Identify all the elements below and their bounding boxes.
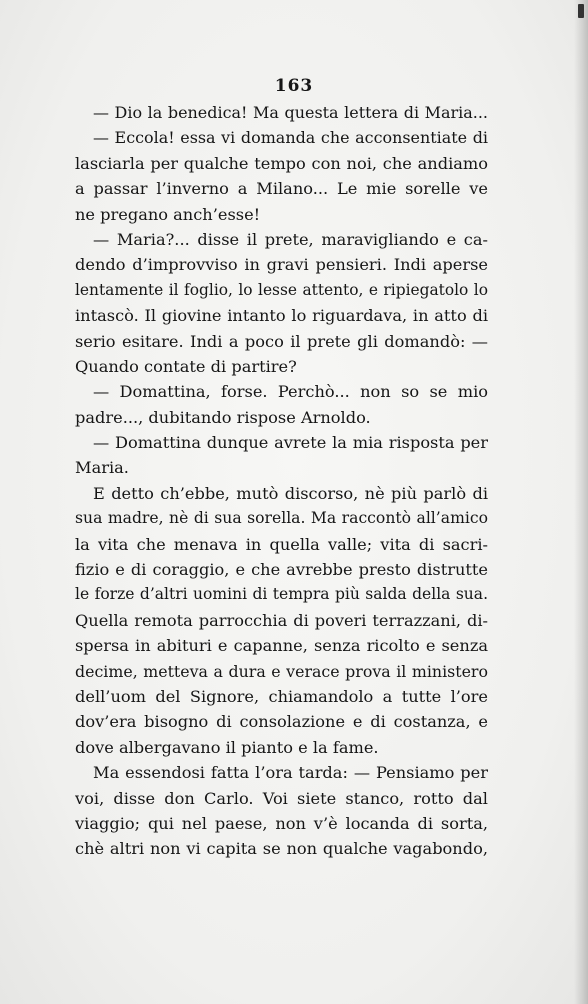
text-line: E detto ch’ebbe, mutò discorso, nè più parlò di [93, 483, 488, 503]
text-line: dendo d’improvviso in gravi pensieri. Indi aperse [75, 255, 488, 275]
corner-mark [578, 4, 584, 18]
text-line: dov’era bisogno di consolazione e di costanza, e [75, 712, 488, 732]
text-line: le forze d’altri uomini di tempra più salda della sua. [75, 585, 488, 604]
text-line: ne pregano anch’esse! [75, 204, 261, 224]
text-line: Maria. [75, 458, 129, 478]
body-text [75, 100, 488, 862]
text-line: Ma essendosi fatta l’ora tarda: — Pensiamo per [93, 763, 488, 783]
text-line: intascò. Il giovine intanto lo riguardava, in atto di [75, 306, 488, 326]
text-line: sua madre, nè di sua sorella. Ma raccontò all’amico [75, 509, 488, 528]
text-line: spersa in abituri e capanne, senza ricolto e senza [75, 636, 488, 656]
text-line: lasciarla per qualche tempo con noi, che andiamo [75, 153, 488, 173]
text-line: serio esitare. Indi a poco il prete gli domandò: — [75, 331, 488, 351]
page-number: 163 [274, 76, 314, 96]
text-line: — Dio la benedica! Ma questa lettera di Maria... [93, 103, 488, 122]
text-line: — Eccola! essa vi domanda che acconsentiate di [93, 128, 488, 148]
text-line: dell’uom del Signore, chiamandolo a tutte l’ore [75, 686, 488, 706]
text-line: la vita che menava in quella valle; vita di sacri- [75, 534, 488, 554]
text-line: dove albergavano il pianto e la fame. [75, 737, 379, 757]
text-line: Quando contate di partire? [75, 356, 297, 376]
text-line: — Domattina dunque avrete la mia risposta per [93, 433, 488, 453]
text-line: lentamente il foglio, lo lesse attento, e ripiegatolo lo [75, 280, 488, 299]
text-line: a passar l’inverno a Milano... Le mie sorelle ve [75, 179, 488, 199]
text-line: — Maria?... disse il prete, maravigliando e ca- [93, 229, 488, 249]
text-line: Quella remota parrocchia di poveri terrazzani, di- [75, 610, 488, 630]
text-line: decime, metteva a dura e verace prova il ministero [75, 661, 488, 681]
text-line: fizio e di coraggio, e che avrebbe presto distrutte [75, 560, 488, 580]
text-line: chè altri non vi capita se non qualche vagabondo, [75, 839, 488, 859]
page-edge-shadow [574, 0, 588, 1004]
text-line: viaggio; qui nel paese, non v’è locanda di sorta, [75, 813, 488, 833]
text-line: padre..., dubitando rispose Arnoldo. [75, 407, 371, 427]
text-line: — Domattina, forse. Perchò... non so se mio [93, 382, 488, 402]
text-line: voi, disse don Carlo. Voi siete stanco, rotto dal [75, 788, 488, 808]
